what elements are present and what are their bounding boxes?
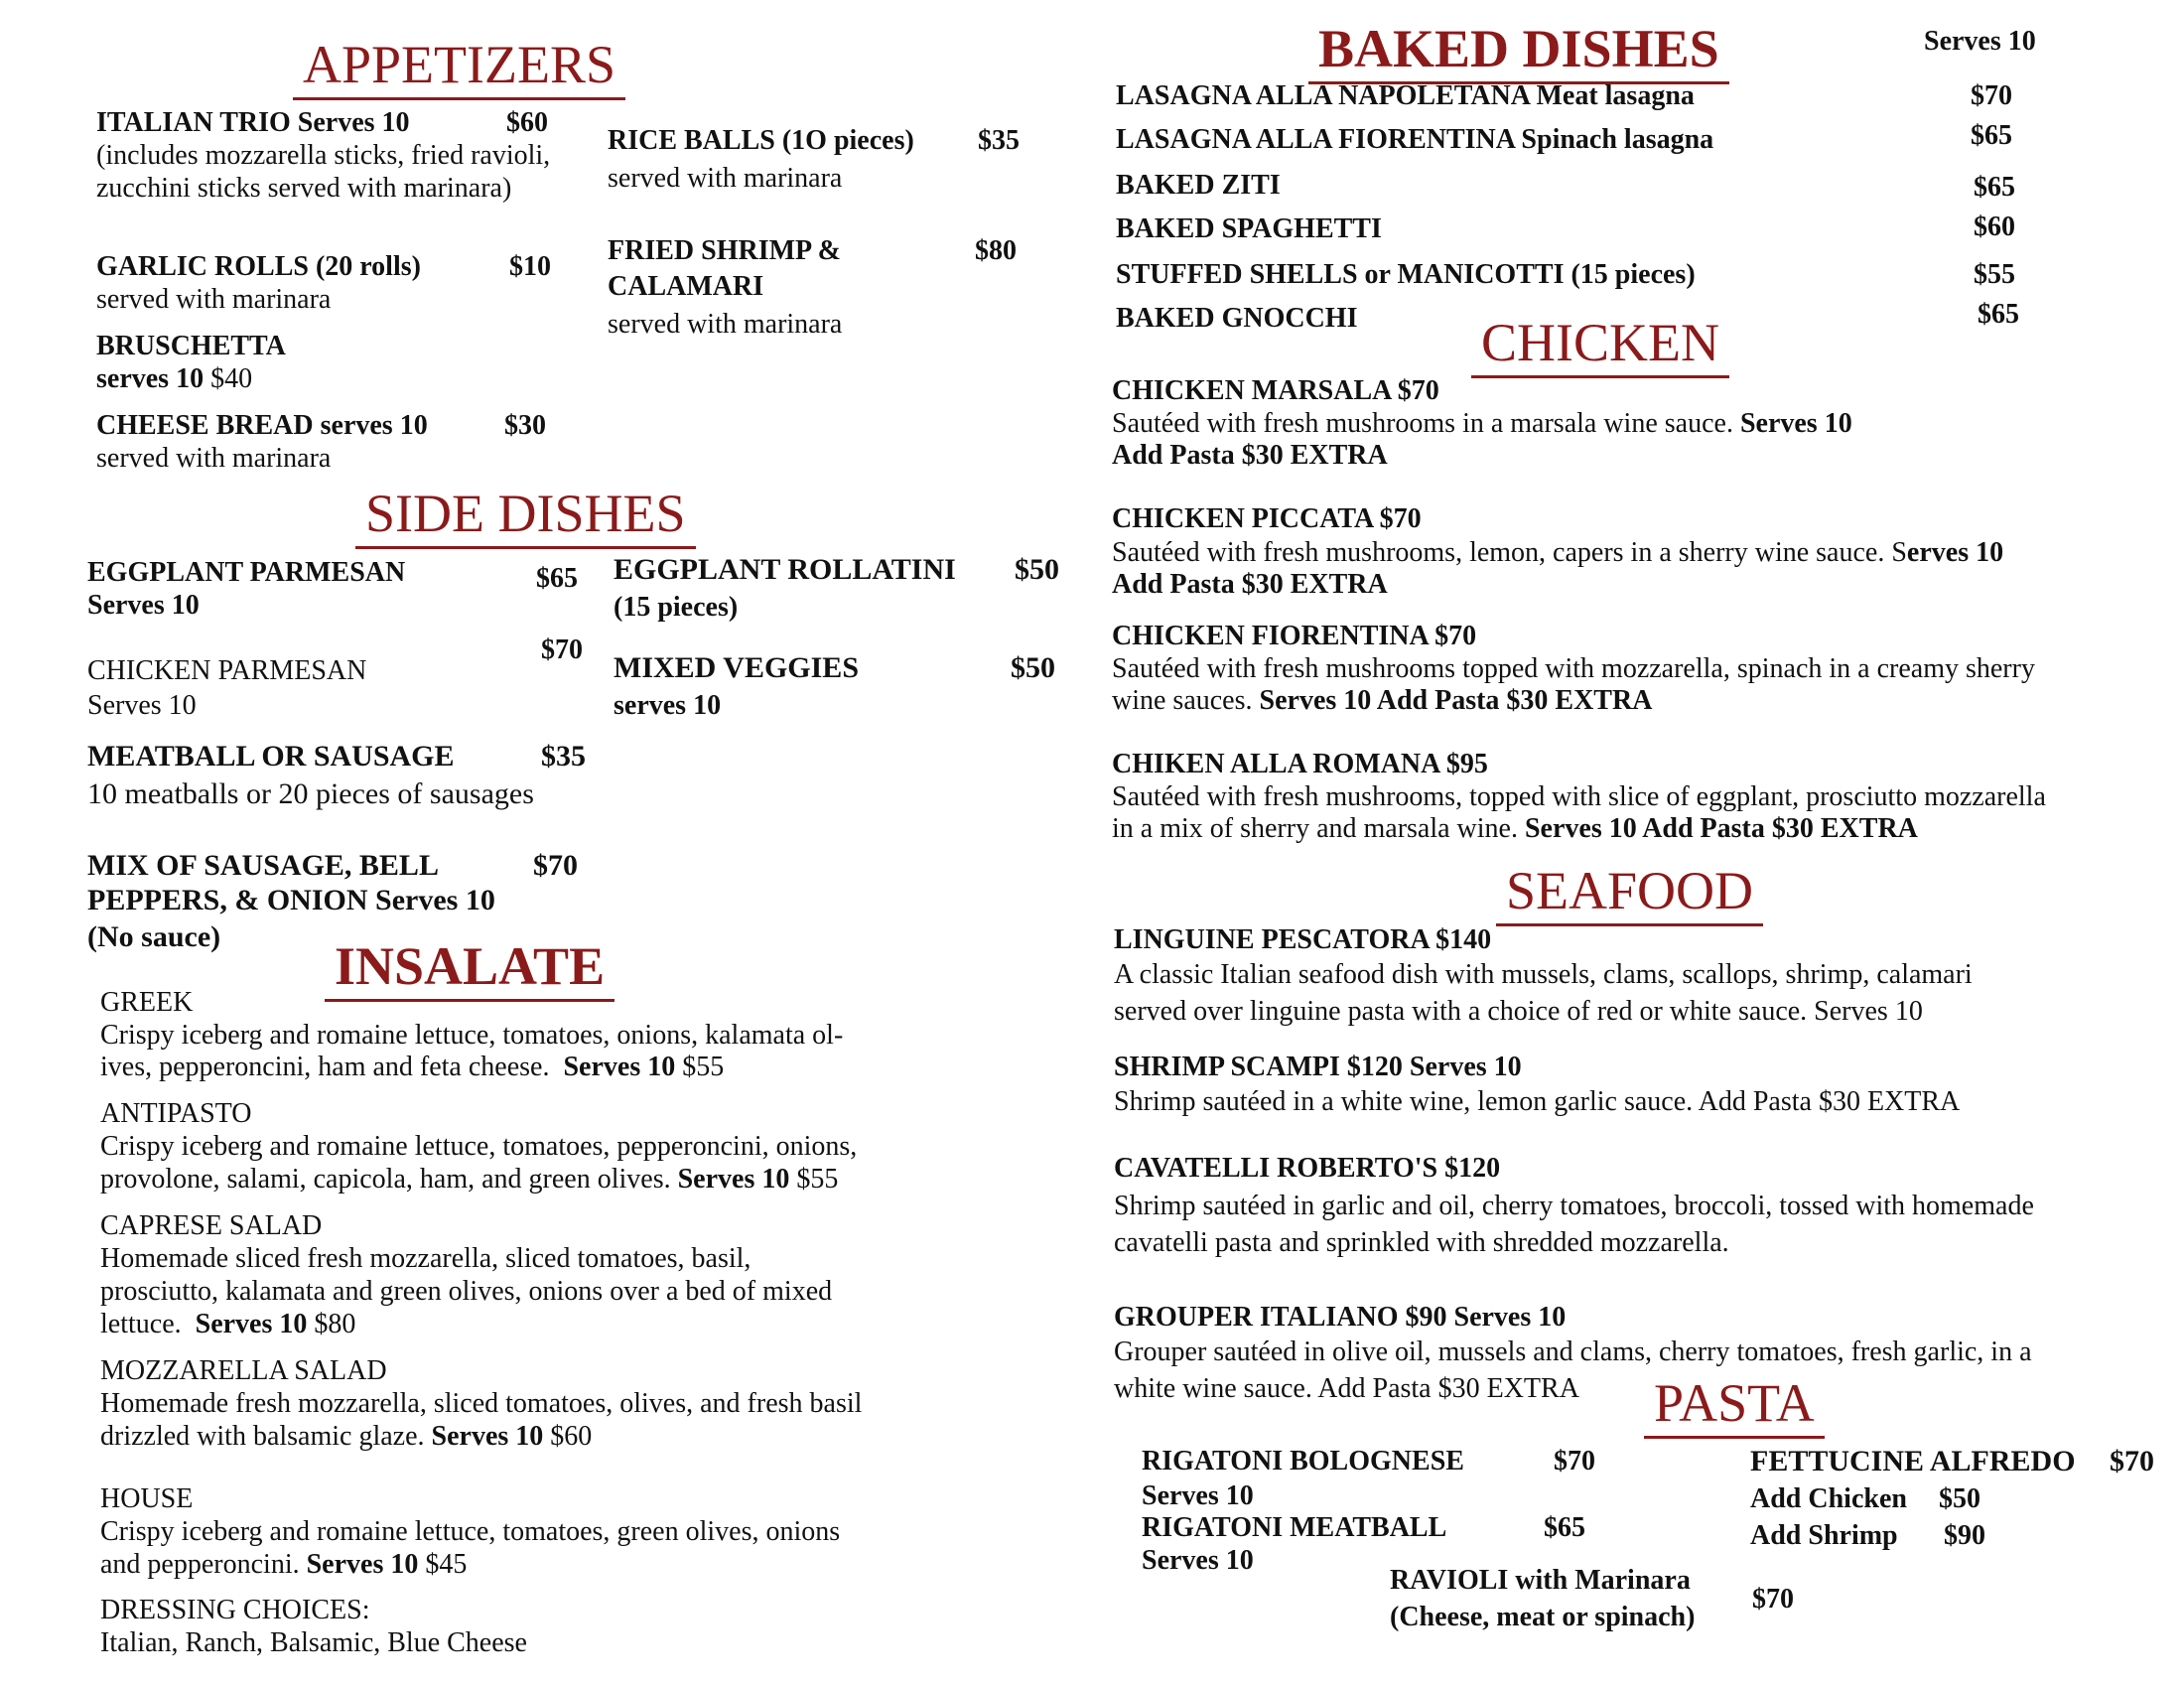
chicken-fiorentina-desc-2: wine sauces. [1112,685,1253,716]
house-price: $45 [425,1549,468,1580]
eggplant-parmesan-serves: Serves 10 [87,590,200,621]
rigatoni-meatball-price: $65 [1544,1512,1585,1543]
fettucine-shrimp-price: $90 [1944,1520,1985,1551]
mozzarella-price: $60 [550,1421,593,1452]
cavatelli-name: CAVATELLI ROBERTO'S $120 [1114,1153,1501,1184]
mozzarella-serves: Serves 10 [431,1421,544,1452]
linguine-desc-2: served over linguine pasta with a choice of red or white sauce. Serves 10 [1114,996,1923,1027]
mix-sausage-price: $70 [533,849,578,882]
fettucine-chicken-price: $50 [1939,1483,1980,1514]
baked-dishes-header: BAKED DISHES [1308,22,1729,84]
meatball-sausage-name: MEATBALL OR SAUSAGE [87,740,455,773]
chicken-parmesan-serves: Serves 10 [87,690,197,721]
baked-item-name: LASAGNA ALLA NAPOLETANA Meat lasagna [1116,80,1695,111]
chicken-fiorentina-desc-1: Sautéed with fresh mushrooms topped with mozzarella, spinach in a creamy sherry [1112,653,2035,684]
baked-item-price: $65 [1978,299,2019,330]
mixed-veggies-name: MIXED VEGGIES [614,651,860,684]
dressing-desc: Italian, Ranch, Balsamic, Blue Cheese [100,1627,527,1658]
grouper-desc-2: white wine sauce. Add Pasta $30 EXTRA [1114,1373,1579,1404]
greek-serves: Serves 10 [563,1052,676,1082]
cavatelli-desc-1: Shrimp sautéed in garlic and oil, cherry tomatoes, broccoli, tossed with homemade [1114,1191,2034,1221]
chicken-romana-extra: Serves 10 Add Pasta $30 EXTRA [1524,813,1918,844]
garlic-rolls-desc: served with marinara [96,284,332,315]
appetizers-header: APPETIZERS [293,38,625,100]
chicken-piccata-serves: erves 10 [1906,537,2004,568]
house-desc-2-line [100,1548,467,1581]
fettucine-price: $70 [2110,1445,2154,1477]
antipasto-desc-1: Crispy iceberg and romaine lettuce, tomatoes, pepperoncini, onions, [100,1131,858,1162]
baked-item-name: BAKED GNOCCHI [1116,303,1358,334]
baked-item-price: $65 [1971,120,2012,151]
mix-sausage-line-3: (No sauce) [87,920,221,953]
bruschetta-serves: serves 10 [96,363,205,394]
dressing-name: DRESSING CHOICES: [100,1595,370,1625]
cavatelli-desc-2: cavatelli pasta and sprinkled with shredded mozzarella. [1114,1227,1729,1258]
mixed-veggies-price: $50 [1011,651,1055,684]
chicken-parmesan-name: CHICKEN PARMESAN [87,655,367,686]
chicken-piccata-name: CHICKEN PICCATA $70 [1112,503,1422,534]
linguine-name: LINGUINE PESCATORA $140 [1114,924,1492,955]
greek-desc-1: Crispy iceberg and romaine lettuce, tomatoes, onions, kalamata ol- [100,1020,844,1051]
chicken-piccata-desc-line [1112,536,2003,569]
chicken-fiorentina-desc-2-line [1112,684,1652,717]
rice-balls-price: $35 [978,125,1020,156]
chicken-piccata-extra: Add Pasta $30 EXTRA [1112,569,1388,600]
chicken-header: CHICKEN [1471,316,1729,378]
baked-item-price: $65 [1974,172,2015,203]
chicken-romana-name: CHIKEN ALLA ROMANA $95 [1112,749,1488,779]
caprese-serves: Serves 10 [195,1309,308,1339]
rigatoni-bolognese-serves: Serves 10 [1142,1480,1254,1511]
rice-balls-name: RICE BALLS (1O pieces) [608,125,914,156]
antipasto-desc-2: provolone, salami, capicola, ham, and green olives. [100,1164,671,1195]
chicken-romana-desc-2-line [1112,812,1918,845]
house-desc-2: and pepperoncini. [100,1549,300,1580]
linguine-desc-1: A classic Italian seafood dish with mussels, clams, scallops, shrimp, calamari [1114,959,1973,990]
chicken-marsala-serves: Serves 10 [1739,408,1852,439]
house-serves: Serves 10 [306,1549,419,1580]
rigatoni-bolognese-price: $70 [1554,1446,1595,1477]
bruschetta-name: BRUSCHETTA [96,331,286,361]
chicken-parmesan-price: $70 [541,634,583,665]
house-name: HOUSE [100,1483,194,1514]
ravioli-price: $70 [1752,1584,1794,1615]
cheese-bread-price: $30 [504,410,546,441]
caprese-desc-1: Homemade sliced fresh mozzarella, sliced tomatoes, basil, [100,1243,751,1274]
bruschetta-price: $40 [210,363,253,394]
eggplant-parmesan-name: EGGPLANT PARMESAN [87,557,406,588]
side-dishes-header: SIDE DISHES [355,487,696,549]
garlic-rolls-price: $10 [509,251,551,282]
scampi-desc: Shrimp sautéed in a white wine, lemon garlic sauce. Add Pasta $30 EXTRA [1114,1086,1961,1117]
chicken-fiorentina-extra: Serves 10 Add Pasta $30 EXTRA [1259,685,1653,716]
ravioli-name: RAVIOLI with Marinara [1390,1565,1691,1596]
rigatoni-meatball-serves: Serves 10 [1142,1545,1254,1576]
cheese-bread-name: CHEESE BREAD serves 10 [96,410,428,441]
antipasto-name: ANTIPASTO [100,1098,252,1129]
fried-shrimp-name-1: FRIED SHRIMP & [608,235,841,266]
baked-item-price: $60 [1974,211,2015,242]
baked-item-price: $55 [1974,259,2015,290]
mix-sausage-line-1: MIX OF SAUSAGE, BELL [87,849,439,882]
fried-shrimp-name-2: CALAMARI [608,271,764,302]
eggplant-parmesan-price: $65 [536,563,578,594]
chicken-marsala-desc-line [1112,407,1852,440]
chicken-marsala-desc: Sautéed with fresh mushrooms in a marsala wine sauce. [1112,408,1733,439]
fettucine-add-chicken: Add Chicken [1750,1483,1907,1514]
greek-desc-2: ives, pepperoncini, ham and feta cheese. [100,1052,550,1082]
fried-shrimp-desc: served with marinara [608,309,843,340]
chicken-marsala-name: CHICKEN MARSALA $70 [1112,375,1439,406]
fettucine-add-shrimp: Add Shrimp [1750,1520,1898,1551]
antipasto-price: $55 [796,1164,839,1195]
caprese-name: CAPRESE SALAD [100,1210,323,1241]
rigatoni-meatball-name: RIGATONI MEATBALL [1142,1512,1447,1543]
baked-item-price: $70 [1971,80,2012,111]
caprese-desc-2: prosciutto, kalamata and green olives, onions over a bed of mixed [100,1276,833,1307]
chicken-romana-desc-2: in a mix of sherry and marsala wine. [1112,813,1518,844]
seafood-header: SEAFOOD [1496,864,1763,926]
mozzarella-desc-2: drizzled with balsamic glaze. [100,1421,425,1452]
fried-shrimp-price: $80 [975,235,1017,266]
insalate-header: INSALATE [325,939,614,1002]
cheese-bread-desc: served with marinara [96,443,332,474]
eggplant-rollatini-qty: (15 pieces) [614,592,739,623]
rigatoni-bolognese-name: RIGATONI BOLOGNESE [1142,1446,1464,1477]
chicken-piccata-desc: Sautéed with fresh mushrooms, lemon, capers in a sherry wine sauce. S [1112,537,1907,568]
pasta-header: PASTA [1644,1376,1825,1439]
ravioli-desc: (Cheese, meat or spinach) [1390,1602,1696,1632]
scampi-name: SHRIMP SCAMPI $120 Serves 10 [1114,1052,1522,1082]
mozzarella-name: MOZZARELLA SALAD [100,1355,387,1386]
caprese-desc-3: lettuce. [100,1309,182,1339]
rice-balls-desc: served with marinara [608,163,843,194]
eggplant-rollatini-price: $50 [1015,553,1059,586]
baked-item-name: LASAGNA ALLA FIORENTINA Spinach lasagna [1116,124,1714,155]
italian-trio-name: ITALIAN TRIO Serves 10 [96,107,410,138]
mix-sausage-line-2: PEPPERS, & ONION Serves 10 [87,884,495,916]
grouper-desc-1: Grouper sautéed in olive oil, mussels and clams, cherry tomatoes, fresh garlic, in a [1114,1336,2032,1367]
chicken-fiorentina-name: CHICKEN FIORENTINA $70 [1112,621,1477,651]
chicken-romana-desc-1: Sautéed with fresh mushrooms, topped with slice of eggplant, prosciutto mozzarella [1112,781,2046,812]
antipasto-serves: Serves 10 [677,1164,790,1195]
garlic-rolls-name: GARLIC ROLLS (20 rolls) [96,251,421,282]
meatball-sausage-desc: 10 meatballs or 20 pieces of sausages [87,777,534,810]
greek-name: GREEK [100,987,194,1018]
greek-desc-2-line [100,1051,724,1083]
caprese-desc-3-line [100,1308,355,1340]
baked-item-name: BAKED SPAGHETTI [1116,213,1382,244]
grouper-name: GROUPER ITALIANO $90 Serves 10 [1114,1302,1567,1333]
eggplant-rollatini-name: EGGPLANT ROLLATINI [614,553,956,586]
chicken-marsala-extra: Add Pasta $30 EXTRA [1112,440,1388,471]
baked-dishes-serves: Serves 10 [1924,26,2036,57]
meatball-sausage-price: $35 [541,740,586,773]
fettucine-name: FETTUCINE ALFREDO [1750,1445,2076,1477]
mozzarella-desc-2-line [100,1420,592,1453]
mixed-veggies-serves: serves 10 [614,690,722,721]
bruschetta-serves-line [96,362,252,395]
baked-item-name: BAKED ZITI [1116,170,1281,201]
antipasto-desc-2-line [100,1163,838,1196]
italian-trio-desc: (includes mozzarella sticks, fried ravioli, zucchini sticks served with marinara) [96,140,551,204]
greek-price: $55 [682,1052,725,1082]
house-desc-1: Crispy iceberg and romaine lettuce, tomatoes, green olives, onions [100,1516,841,1547]
mozzarella-desc-1: Homemade fresh mozzarella, sliced tomatoes, olives, and fresh basil [100,1388,863,1419]
caprese-price: $80 [314,1309,356,1339]
italian-trio-price: $60 [506,107,548,138]
baked-item-name: STUFFED SHELLS or MANICOTTI (15 pieces) [1116,259,1696,290]
